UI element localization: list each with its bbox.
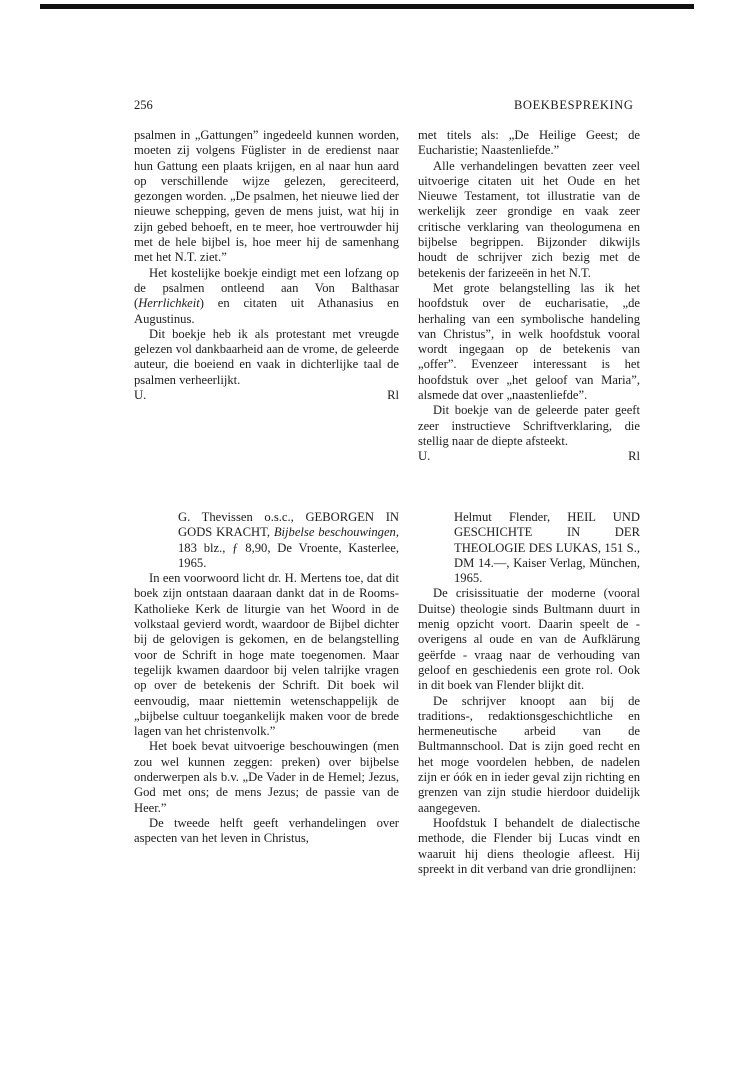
paragraph: De schrijver knoopt aan bij de traditions-, redaktionsgeschichtliche en hermeneutische arbeid van de Bultmannschool. Dat is zijn goed recht en het moge voordelen hebben, de nadelen zijn er óók en in ieder geval zijn richting en grenzen van zijn studie hierdoor duidelijk aangegeven.	[418, 693, 640, 815]
paragraph: In een voorwoord licht dr. H. Mertens toe, dat dit boek zijn ontstaan daaraan dankt dat in de Rooms-Katholieke Kerk de liturgie van het Woord in de volkstaal gevierd wordt, waardoor de Bijbel dichter bij de gelovigen is gekomen, en de belangstelling voor de Schrift in hoge mate toegenomen. Maar tegelijk kwamen daardoor bij velen talrijke vragen op over de betekenis der Schrift. Dit boek wil eenvoudig, maar niettemin wetenschappelijk de „bijbelse cultuur toegankelijk maken voor de brede lagen van het christenvolk.”	[134, 571, 399, 739]
paragraph: De tweede helft geeft verhandelingen over aspecten van het leven in Christus,	[134, 815, 399, 846]
running-title: BOEKBESPREKING	[514, 98, 634, 112]
paragraph: Het boek bevat uitvoerige beschouwingen (men zou wel kunnen zeggen: preken) over bijbelse onderwerpen als b.v. „De Vader in de Hemel; Jezus, God met ons; de mens Jezus; de passie van de Heer.”	[134, 739, 399, 815]
paragraph: met titels als: „De Heilige Geest; de Eucharistie; Naastenliefde.”	[418, 128, 640, 158]
paragraph: Met grote belangstelling las ik het hoofdstuk over de eucharisatie, „de herhaling van een symbolische handeling van Christus”, in welk hoofdstuk vooral wordt ingegaan op de betekenis van „offer”. Evenzeer interessant is het hoofdstuk over „het geloof van Maria”, alsmede dat over „naastenliefde”.	[418, 280, 640, 403]
scan-top-border	[40, 4, 694, 9]
page-number: 256	[134, 98, 153, 112]
paragraph: psalmen in „Gattungen” ingedeeld kunnen worden, moeten zij volgens Füglister in de eredienst naar hun Gattung een plaats krijgen, en al naar hun aard op verschillende wijze gelezen, gereciteerd, gezongen worden. „De psalmen, het nieuwe lied der nieuwe schepping, geven de mens juist, wat hij in zijn gebed behoeft, en te meer, hoe vertrouwder hij met de hele bijbel is, hoe meer hij de samenhang met het N.T. ziet.”	[134, 128, 399, 265]
left-column-top	[134, 128, 399, 403]
review-flender	[418, 510, 640, 877]
right-column-top	[418, 128, 640, 465]
review-heading: Helmut Flender, HEIL UND GESCHICHTE IN DER THEOLOGIE DES LUKAS, 151 S., DM 14.—, Kaiser Verlag, München, 1965.	[454, 510, 640, 586]
reviewer-signature: U. Rl	[134, 388, 399, 403]
paragraph: Dit boekje van de geleerde pater geeft zeer instructieve Schriftverklaring, die stellig naar de diepte afsteekt.	[418, 403, 640, 448]
review-heading: G. Thevissen o.s.c., GEBORGEN IN GODS KRACHT, Bijbelse beschouwingen, 183 blz., ƒ 8,90, De Vroente, Kasterlee, 1965.	[178, 510, 400, 570]
reviewer-signature: U. Rl	[418, 449, 640, 464]
review-thevissen	[134, 510, 399, 847]
paragraph: De crisissituatie der moderne (vooral Duitse) theologie sinds Bultmann duurt in menig opzicht voort. Daarin speelt de - overigens al oude en van de Aufklärung geërfde - vraag naar de verhouding van geloof en geschiedenis een grote rol. Ook in dit boek van Flender blijkt dit.	[418, 586, 640, 693]
paragraph: Dit boekje heb ik als protestant met vreugde gelezen vol dankbaarheid aan de vrome, de geleerde auteur, die boeiend en vaak in dichterlijke taal de psalmen verheerlijkt.	[134, 326, 399, 387]
paragraph: Alle verhandelingen bevatten zeer veel uitvoerige citaten uit het Oude en het Nieuwe Testament, tot illustratie van de werkelijk zeer grondige en vaak zeer critische verklaring van theologumena en bijbelse begrippen. Bijzonder dikwijls houdt de schrijver zich bezig met de betekenis der farizeeën in het N.T.	[418, 158, 640, 280]
paragraph: Hoofdstuk I behandelt de dialectische methode, die Flender bij Lucas vindt en waaruit hij diens theologie afleest. Hij spreekt in dit verband van drie grondlijnen:	[418, 815, 640, 876]
paragraph: Het kostelijke boekje eindigt met een lofzang op de psalmen ontleend aan Von Balthasar (Herrlichkeit) en citaten uit Athanasius en Augustinus.	[134, 265, 399, 326]
